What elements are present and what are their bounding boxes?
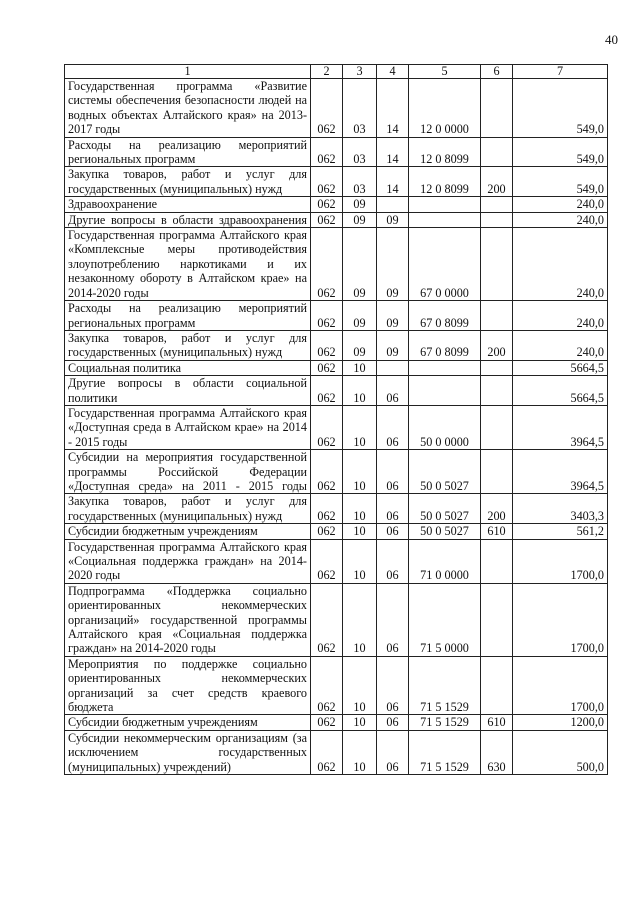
column-header: 4 — [377, 65, 409, 79]
target-article-cell: 71 5 0000 — [409, 583, 481, 656]
target-article-cell: 50 0 5027 — [409, 450, 481, 494]
subsection-code-cell: 06 — [377, 524, 409, 539]
section-code-cell: 03 — [343, 137, 377, 167]
subsection-code-cell: 14 — [377, 79, 409, 138]
expense-type-cell: 630 — [481, 730, 513, 774]
section-code-cell: 10 — [343, 360, 377, 375]
expense-type-cell — [481, 405, 513, 449]
target-article-cell: 12 0 0000 — [409, 79, 481, 138]
section-code-cell: 09 — [343, 197, 377, 212]
expense-type-cell — [481, 583, 513, 656]
amount-cell: 1200,0 — [513, 715, 608, 730]
table-body — [65, 79, 608, 775]
row-name-cell: Субсидии бюджетным учреждениям — [65, 715, 311, 730]
row-name-cell: Субсидии бюджетным учреждениям — [65, 524, 311, 539]
ministry-code-cell: 062 — [311, 524, 343, 539]
table-row — [65, 360, 608, 375]
section-code-cell: 10 — [343, 376, 377, 406]
amount-cell: 5664,5 — [513, 360, 608, 375]
ministry-code-cell: 062 — [311, 197, 343, 212]
ministry-code-cell: 062 — [311, 79, 343, 138]
table-row — [65, 376, 608, 406]
expense-type-cell: 200 — [481, 494, 513, 524]
target-article-cell: 50 0 5027 — [409, 524, 481, 539]
section-code-cell: 10 — [343, 539, 377, 583]
ministry-code-cell: 062 — [311, 656, 343, 715]
expense-type-cell: 610 — [481, 524, 513, 539]
row-name-cell: Закупка товаров, работ и услуг для государственных (муниципальных) нужд — [65, 494, 311, 524]
ministry-code-cell: 062 — [311, 715, 343, 730]
row-name-cell: Подпрограмма «Поддержка социально ориентированных некоммерческих организаций» государственной программы Алтайского края «Социальная поддержка граждан» на 2014-2020 годы — [65, 583, 311, 656]
target-article-cell: 67 0 0000 — [409, 228, 481, 301]
target-article-cell — [409, 360, 481, 375]
amount-cell: 1700,0 — [513, 539, 608, 583]
table-row — [65, 715, 608, 730]
table-row — [65, 494, 608, 524]
expense-type-cell — [481, 197, 513, 212]
amount-cell: 3964,5 — [513, 405, 608, 449]
subsection-code-cell: 06 — [377, 715, 409, 730]
ministry-code-cell: 062 — [311, 301, 343, 331]
table-row — [65, 301, 608, 331]
column-header: 2 — [311, 65, 343, 79]
row-name-cell: Субсидии на мероприятия государственной программы Российской Федерации «Доступная среда» на 2011 - 2015 годы — [65, 450, 311, 494]
section-code-cell: 09 — [343, 301, 377, 331]
section-code-cell: 09 — [343, 228, 377, 301]
section-code-cell: 10 — [343, 524, 377, 539]
target-article-cell: 12 0 8099 — [409, 167, 481, 197]
amount-cell: 549,0 — [513, 167, 608, 197]
target-article-cell: 71 5 1529 — [409, 656, 481, 715]
amount-cell: 1700,0 — [513, 656, 608, 715]
subsection-code-cell: 14 — [377, 137, 409, 167]
row-name-cell: Другие вопросы в области социальной политики — [65, 376, 311, 406]
target-article-cell — [409, 212, 481, 227]
column-header: 1 — [65, 65, 311, 79]
ministry-code-cell: 062 — [311, 212, 343, 227]
subsection-code-cell — [377, 360, 409, 375]
target-article-cell: 50 0 5027 — [409, 494, 481, 524]
section-code-cell: 10 — [343, 583, 377, 656]
ministry-code-cell: 062 — [311, 583, 343, 656]
row-name-cell: Закупка товаров, работ и услуг для государственных (муниципальных) нужд — [65, 167, 311, 197]
amount-cell: 5664,5 — [513, 376, 608, 406]
ministry-code-cell: 062 — [311, 167, 343, 197]
section-code-cell: 10 — [343, 656, 377, 715]
section-code-cell: 10 — [343, 405, 377, 449]
ministry-code-cell: 062 — [311, 730, 343, 774]
table-row — [65, 197, 608, 212]
table-row — [65, 167, 608, 197]
ministry-code-cell: 062 — [311, 450, 343, 494]
target-article-cell: 71 5 1529 — [409, 730, 481, 774]
amount-cell: 3964,5 — [513, 450, 608, 494]
column-header: 5 — [409, 65, 481, 79]
target-article-cell: 50 0 0000 — [409, 405, 481, 449]
table-row — [65, 137, 608, 167]
expense-type-cell — [481, 360, 513, 375]
expense-type-cell — [481, 656, 513, 715]
row-name-cell: Субсидии некоммерческим организациям (за исключением государственных (муниципальных) учреждений) — [65, 730, 311, 774]
row-name-cell: Социальная политика — [65, 360, 311, 375]
expense-type-cell — [481, 539, 513, 583]
table-row — [65, 450, 608, 494]
amount-cell: 240,0 — [513, 228, 608, 301]
expense-type-cell — [481, 137, 513, 167]
section-code-cell: 03 — [343, 79, 377, 138]
page-number: 40 — [605, 32, 618, 47]
amount-cell: 561,2 — [513, 524, 608, 539]
row-name-cell: Другие вопросы в области здравоохранения — [65, 212, 311, 227]
target-article-cell: 67 0 8099 — [409, 330, 481, 360]
target-article-cell: 71 5 1529 — [409, 715, 481, 730]
table-row — [65, 656, 608, 715]
subsection-code-cell: 06 — [377, 450, 409, 494]
section-code-cell: 09 — [343, 212, 377, 227]
subsection-code-cell: 06 — [377, 656, 409, 715]
table-header-row — [65, 65, 608, 79]
row-name-cell: Государственная программа Алтайского края «Комплексные меры противодействия злоупотреблению наркотиками и их незаконному обороту в Алтайском крае» на 2014-2020 годы — [65, 228, 311, 301]
target-article-cell — [409, 197, 481, 212]
section-code-cell: 10 — [343, 494, 377, 524]
section-code-cell: 03 — [343, 167, 377, 197]
expense-type-cell — [481, 228, 513, 301]
subsection-code-cell: 09 — [377, 228, 409, 301]
ministry-code-cell: 062 — [311, 360, 343, 375]
amount-cell: 240,0 — [513, 197, 608, 212]
subsection-code-cell — [377, 197, 409, 212]
table-row — [65, 539, 608, 583]
ministry-code-cell: 062 — [311, 494, 343, 524]
ministry-code-cell: 062 — [311, 330, 343, 360]
expense-type-cell — [481, 450, 513, 494]
amount-cell: 240,0 — [513, 301, 608, 331]
row-name-cell: Мероприятия по поддержке социально ориентированных некоммерческих организаций за счет средств краевого бюджета — [65, 656, 311, 715]
target-article-cell: 71 0 0000 — [409, 539, 481, 583]
amount-cell: 1700,0 — [513, 583, 608, 656]
row-name-cell: Государственная программа Алтайского края «Доступная среда в Алтайском крае» на 2014 - 2015 годы — [65, 405, 311, 449]
ministry-code-cell: 062 — [311, 228, 343, 301]
subsection-code-cell: 06 — [377, 376, 409, 406]
subsection-code-cell: 09 — [377, 301, 409, 331]
section-code-cell: 10 — [343, 715, 377, 730]
table-row — [65, 583, 608, 656]
table-row — [65, 330, 608, 360]
subsection-code-cell: 09 — [377, 212, 409, 227]
expense-type-cell — [481, 376, 513, 406]
table-row — [65, 212, 608, 227]
expense-type-cell: 200 — [481, 167, 513, 197]
target-article-cell — [409, 376, 481, 406]
table-row — [65, 228, 608, 301]
expense-type-cell: 610 — [481, 715, 513, 730]
section-code-cell: 09 — [343, 330, 377, 360]
subsection-code-cell: 06 — [377, 539, 409, 583]
expense-type-cell — [481, 79, 513, 138]
row-name-cell: Закупка товаров, работ и услуг для государственных (муниципальных) нужд — [65, 330, 311, 360]
subsection-code-cell: 14 — [377, 167, 409, 197]
amount-cell: 549,0 — [513, 79, 608, 138]
table-row — [65, 79, 608, 138]
amount-cell: 240,0 — [513, 212, 608, 227]
ministry-code-cell: 062 — [311, 137, 343, 167]
target-article-cell: 12 0 8099 — [409, 137, 481, 167]
expense-type-cell — [481, 301, 513, 331]
amount-cell: 549,0 — [513, 137, 608, 167]
ministry-code-cell: 062 — [311, 405, 343, 449]
subsection-code-cell: 06 — [377, 583, 409, 656]
row-name-cell: Расходы на реализацию мероприятий региональных программ — [65, 301, 311, 331]
expense-type-cell — [481, 212, 513, 227]
ministry-code-cell: 062 — [311, 376, 343, 406]
row-name-cell: Государственная программа «Развитие системы обеспечения безопасности людей на водных объектах Алтайского края» на 2013-2017 годы — [65, 79, 311, 138]
row-name-cell: Здравоохранение — [65, 197, 311, 212]
ministry-code-cell: 062 — [311, 539, 343, 583]
expense-type-cell: 200 — [481, 330, 513, 360]
section-code-cell: 10 — [343, 450, 377, 494]
amount-cell: 3403,3 — [513, 494, 608, 524]
table-row — [65, 405, 608, 449]
column-header: 7 — [513, 65, 608, 79]
table-row — [65, 524, 608, 539]
row-name-cell: Расходы на реализацию мероприятий региональных программ — [65, 137, 311, 167]
table-row — [65, 730, 608, 774]
column-header: 6 — [481, 65, 513, 79]
subsection-code-cell: 09 — [377, 330, 409, 360]
target-article-cell: 67 0 8099 — [409, 301, 481, 331]
column-header: 3 — [343, 65, 377, 79]
subsection-code-cell: 06 — [377, 494, 409, 524]
subsection-code-cell: 06 — [377, 730, 409, 774]
amount-cell: 500,0 — [513, 730, 608, 774]
row-name-cell: Государственная программа Алтайского края «Социальная поддержка граждан» на 2014-2020 годы — [65, 539, 311, 583]
section-code-cell: 10 — [343, 730, 377, 774]
amount-cell: 240,0 — [513, 330, 608, 360]
budget-table — [64, 64, 608, 775]
subsection-code-cell: 06 — [377, 405, 409, 449]
